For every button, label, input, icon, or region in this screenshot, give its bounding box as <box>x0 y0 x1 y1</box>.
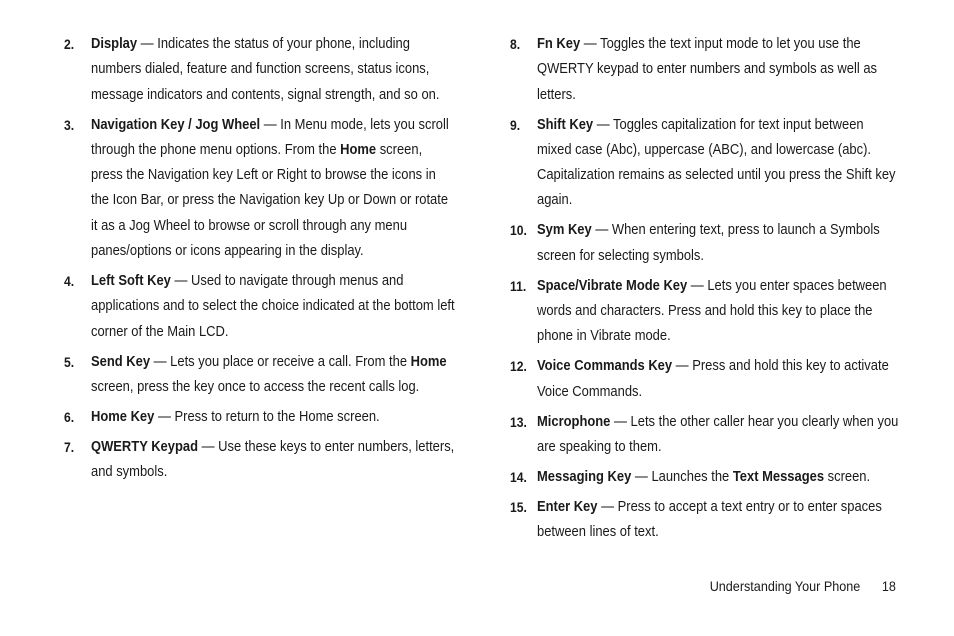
item-number: 8. <box>510 37 521 52</box>
right-column <box>510 32 902 550</box>
item-text: — Press to accept a text entry or to enter spaces between lines of text. <box>537 498 882 541</box>
item-term: Home Key <box>91 408 155 425</box>
item-text: — Toggles capitalization for text input between mixed case (Abc), uppercase (ABC), and lowercase (abc). Capitalization remains as selected until you press the Shift key again. <box>537 116 896 209</box>
item-number: 11. <box>510 278 527 294</box>
item-number: 12. <box>510 359 527 375</box>
item-description <box>537 274 902 350</box>
item-term: Space/Vibrate Mode Key <box>537 277 688 294</box>
item-term: QWERTY Keypad <box>91 438 199 455</box>
item-number: 15. <box>510 499 527 515</box>
list-item <box>510 32 902 108</box>
item-term: Enter Key <box>537 498 598 515</box>
list-item <box>64 269 456 345</box>
item-description <box>91 269 456 345</box>
item-emphasis: Home <box>340 141 377 158</box>
list-item <box>510 465 902 490</box>
list-item <box>510 410 902 461</box>
item-term: Left Soft Key <box>91 273 171 290</box>
item-description <box>537 465 902 490</box>
item-text: — Launches the <box>631 468 733 485</box>
item-emphasis: Text Messages <box>732 468 825 485</box>
item-number: 5. <box>64 354 75 370</box>
list-item <box>510 218 902 269</box>
item-description <box>91 32 456 108</box>
item-text: — In Menu mode, lets you scroll through the phone menu options. From the <box>91 116 449 158</box>
item-text: screen, press the key once to access the recent calls log. <box>91 378 420 395</box>
item-description <box>91 435 456 486</box>
item-term: Send Key <box>91 353 151 370</box>
item-number: 14. <box>510 469 527 485</box>
item-number: 6. <box>64 409 75 425</box>
item-description <box>537 113 902 214</box>
item-term: Shift Key <box>537 116 594 133</box>
item-number: 2. <box>64 37 75 52</box>
footer-section-title: Understanding Your Phone <box>709 578 861 594</box>
item-number: 7. <box>64 439 75 455</box>
item-text: — Use these keys to enter numbers, letters, and symbols. <box>91 438 455 481</box>
item-number: 4. <box>64 274 75 290</box>
item-term: Voice Commands Key <box>537 358 673 375</box>
item-text: — Used to navigate through menus and applications and to select the choice indicated at the bottom left corner of the Main LCD. <box>91 273 455 340</box>
item-number: 10. <box>510 223 527 239</box>
item-term: Display <box>91 36 138 52</box>
item-emphasis: Home <box>410 353 447 370</box>
item-text: — When entering text, press to launch a Symbols screen for selecting symbols. <box>537 222 880 264</box>
item-description <box>537 218 902 269</box>
item-description <box>537 495 902 546</box>
list-item <box>64 435 456 486</box>
list-item <box>510 274 902 350</box>
list-item <box>510 354 902 405</box>
item-description <box>91 113 456 265</box>
list-item <box>64 405 456 430</box>
item-text: — Press and hold this key to activate Voice Commands. <box>537 358 889 400</box>
left-column <box>64 32 456 490</box>
item-text: — Indicates the status of your phone, including numbers dialed, feature and function screens, status icons, message indicators and contents, signal strength, and so on. <box>91 36 440 103</box>
item-term: Microphone <box>537 413 611 430</box>
item-number: 3. <box>64 117 75 133</box>
item-term: Messaging Key <box>537 468 632 485</box>
item-text: — Lets the other caller hear you clearly when you are speaking to them. <box>537 413 899 455</box>
item-description <box>537 410 902 461</box>
item-term: Sym Key <box>537 222 592 239</box>
item-description <box>537 354 902 405</box>
item-text: — Lets you place or receive a call. From the <box>150 353 411 370</box>
page-number: 18 <box>881 578 896 594</box>
item-number: 9. <box>510 117 521 133</box>
item-term: Navigation Key / Jog Wheel <box>91 116 261 133</box>
item-text: — Toggles the text input mode to let you use the QWERTY keypad to enter numbers and symbols as well as letters. <box>537 36 878 103</box>
item-text: — Press to return to the Home screen. <box>154 408 380 425</box>
list-item <box>510 113 902 214</box>
list-item <box>64 32 456 108</box>
list-item <box>64 350 456 401</box>
item-term: Fn Key <box>537 36 581 52</box>
item-text: screen. <box>824 468 871 485</box>
list-item <box>510 495 902 546</box>
page-footer <box>710 578 896 594</box>
item-description <box>537 32 902 108</box>
item-description <box>91 350 456 401</box>
item-text: — Lets you enter spaces between words and characters. Press and hold this key to place the phone in Vibrate mode. <box>537 277 887 345</box>
item-text: screen, press the Navigation key Left or Right to browse the icons in the Icon Bar, or press the Navigation key Up or Down or rotate it as a Jog Wheel to browse or scroll through any menu panes/options or icons appearing in the display. <box>91 141 449 260</box>
list-item <box>64 113 456 265</box>
item-description <box>91 405 456 430</box>
item-number: 13. <box>510 414 527 430</box>
